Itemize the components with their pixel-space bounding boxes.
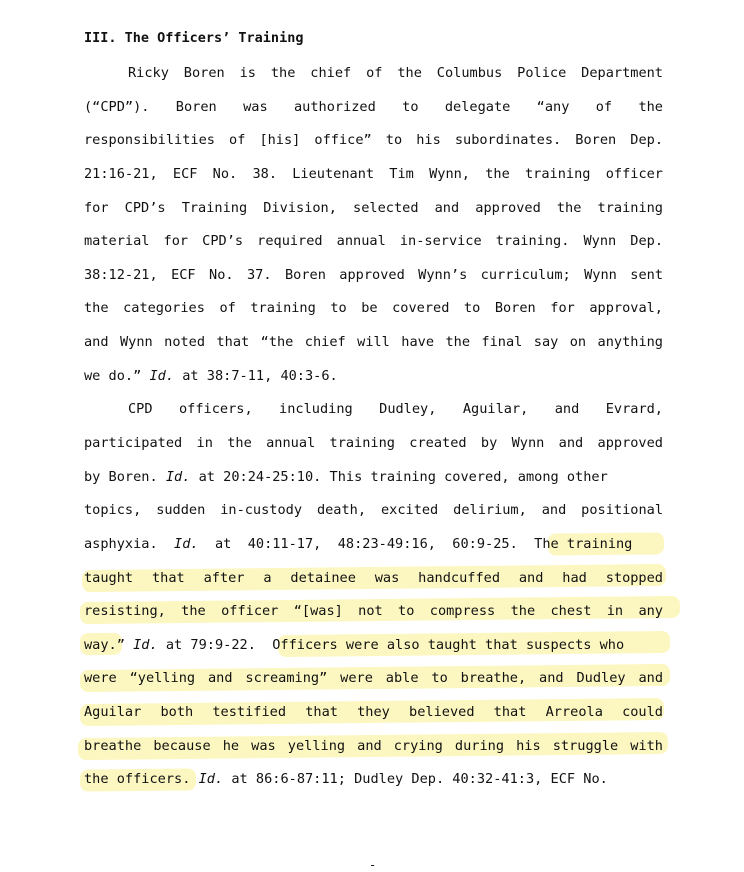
text-line: topics, sudden in-custody death, excited delirium, and positional (84, 502, 663, 518)
text-line: we do.” Id. at 38:7-11, 40:3-6. (84, 368, 338, 384)
text-line: 38:12-21, ECF No. 37. Boren approved Wynn’s curriculum; Wynn sent (84, 267, 663, 283)
text-line: Ricky Boren is the chief of the Columbus Police Department (128, 65, 663, 81)
citation: Id. (174, 536, 199, 552)
highlighted-text-line: were “yelling and screaming” were able to breathe, and Dudley and (84, 670, 663, 686)
text-line: asphyxia. Id. at 40:11-17, 48:23-49:16, 60:9-25. The training (84, 536, 633, 552)
citation: Id. (198, 771, 224, 787)
citation: Id. (165, 469, 191, 485)
text-line: (“CPD”). Boren was authorized to delegate “any of the (84, 99, 663, 115)
text-line: and Wynn noted that “the chief will have the final say on anything (84, 334, 663, 350)
highlighted-text: Officers were also taught that suspects who (272, 637, 625, 653)
text-line: for CPD’s Training Division, selected and approved the training (84, 200, 663, 216)
highlighted-text-line: Aguilar both testified that they believed that Arreola could (84, 704, 663, 720)
text-line: participated in the annual training created by Wynn and approved (84, 435, 663, 451)
text-line: by Boren. Id. at 20:24-25:10. This training covered, among other (84, 469, 608, 485)
text-line: the officers. Id. at 86:6-87:11; Dudley Dep. 40:32-41:3, ECF No. (84, 771, 608, 787)
text-line: way.” Id. at 79:9-22. Officers were also taught that suspects who (84, 637, 625, 653)
text-line: material for CPD’s required annual in-service training. Wynn Dep. (84, 233, 663, 249)
highlighted-text-line: breathe because he was yelling and crying during his struggle with (84, 738, 663, 754)
section-heading: III. The Officers’ Training (84, 30, 304, 46)
highlighted-text: way.” (84, 637, 125, 653)
highlighted-text: the officers (84, 771, 183, 787)
highlighted-text: The training (534, 536, 633, 552)
highlighted-text-line: taught that after a detainee was handcuffed and had stopped (84, 570, 663, 586)
page-number: - (369, 858, 377, 872)
citation: Id. (133, 637, 158, 653)
citation: Id. (149, 368, 175, 384)
text-line: the categories of training to be covered to Boren for approval, (84, 300, 663, 316)
text-line: 21:16-21, ECF No. 38. Lieutenant Tim Wynn, the training officer (84, 166, 663, 182)
text-line: CPD officers, including Dudley, Aguilar, and Evrard, (128, 401, 663, 417)
highlighted-text-line: resisting, the officer “[was] not to compress the chest in any (84, 603, 663, 619)
text-line: responsibilities of [his] office” to his subordinates. Boren Dep. (84, 132, 663, 148)
